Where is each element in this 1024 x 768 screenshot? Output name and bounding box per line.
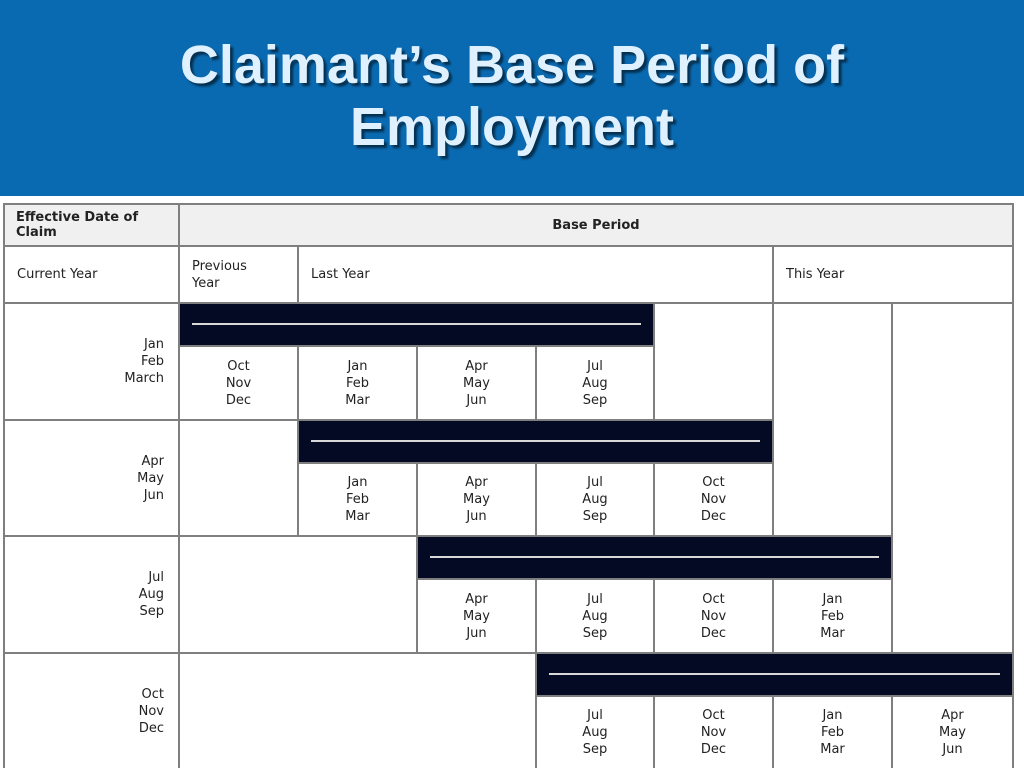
quarter-month: Jan <box>822 591 843 607</box>
quarter-month: Aug <box>582 608 608 624</box>
quarter-cell <box>774 697 893 768</box>
quarter-month: Apr <box>465 591 488 607</box>
quarter-month: Oct <box>702 591 725 607</box>
base-period-bar <box>418 537 893 580</box>
base-period-bar <box>537 654 1014 697</box>
row-label-month: Aug <box>138 587 164 602</box>
row-label-q1 <box>5 304 180 421</box>
quarter-month: Sep <box>582 392 608 408</box>
quarter-month: Sep <box>582 509 608 524</box>
quarter-month: Feb <box>820 608 845 624</box>
quarter-month: Oct <box>227 358 250 374</box>
quarter-month: Nov <box>700 608 727 624</box>
header-base-period-text: Base Period <box>552 217 640 233</box>
subheader-current-year <box>5 247 180 304</box>
quarter-month: Jun <box>466 625 487 641</box>
subheader-this-year <box>774 247 1014 304</box>
quarter-month: Mar <box>820 625 845 641</box>
quarter-month: Apr <box>941 708 964 723</box>
quarter-month: Aug <box>582 725 608 740</box>
quarter-month: Feb <box>345 375 370 391</box>
last-year-text: Last Year <box>311 267 370 282</box>
row-label-month: March <box>124 371 164 386</box>
quarter-month: Feb <box>820 725 845 740</box>
quarter-cell <box>180 347 299 421</box>
row-label-month: Oct <box>141 686 164 702</box>
quarter-month: Nov <box>700 725 727 740</box>
quarter-month: May <box>463 608 490 624</box>
quarter-month: Sep <box>582 742 608 757</box>
quarter-month: Jun <box>466 509 487 524</box>
current-year-text: Current Year <box>17 267 98 282</box>
header-effective-date <box>5 205 180 247</box>
row-label-month: Nov <box>138 703 164 719</box>
quarter-cell <box>537 580 655 654</box>
title-line-1: Claimant’s Base Period of <box>179 35 845 95</box>
quarter-month: May <box>939 725 966 740</box>
row-label-month: Jan <box>143 337 164 352</box>
base-period-bar <box>180 304 655 347</box>
quarter-cell <box>655 580 774 654</box>
quarter-cell <box>893 697 1014 768</box>
bar-line <box>430 556 879 558</box>
row-label-month: Jun <box>143 487 164 503</box>
quarter-cell <box>537 464 655 537</box>
quarter-month: Aug <box>582 375 608 391</box>
quarter-month: Apr <box>465 358 488 374</box>
quarter-month: Feb <box>345 492 370 507</box>
header-base-period <box>180 205 1014 247</box>
empty-cell <box>180 537 418 654</box>
quarter-month: Jun <box>466 392 487 408</box>
quarter-month: Jan <box>822 708 843 723</box>
quarter-month: Nov <box>225 375 252 391</box>
quarter-month: Oct <box>702 708 725 723</box>
quarter-month: Dec <box>700 625 727 641</box>
header-effective-date-text: Effective Date of Claim <box>16 210 139 240</box>
empty-cell <box>180 654 537 768</box>
quarter-month: Sep <box>582 625 608 641</box>
row-label-q2 <box>5 421 180 537</box>
quarter-month: Jan <box>347 475 368 490</box>
this-year-text: This Year <box>786 267 845 282</box>
quarter-cell <box>299 347 418 421</box>
quarter-month: Dec <box>225 392 252 408</box>
quarter-month: Aug <box>582 492 608 507</box>
slide-title <box>0 34 1024 158</box>
row-label-month: Feb <box>140 354 164 369</box>
subheader-last-year <box>299 247 774 304</box>
row-label-month: Jul <box>148 570 164 585</box>
quarter-cell <box>537 347 655 421</box>
quarter-month: Nov <box>700 492 727 507</box>
quarter-month: Mar <box>345 509 370 524</box>
title-line-2: Employment <box>349 97 675 157</box>
quarter-month: May <box>463 492 490 507</box>
previous-year-text: Previous Year <box>192 258 247 291</box>
quarter-month: Jul <box>587 591 603 607</box>
quarter-month: Jul <box>587 475 603 490</box>
quarter-cell <box>774 580 893 654</box>
quarter-cell <box>537 697 655 768</box>
quarter-month: Dec <box>700 509 727 524</box>
quarter-cell <box>655 697 774 768</box>
quarter-cell <box>418 464 537 537</box>
quarter-month: Jun <box>942 742 963 757</box>
quarter-month: Mar <box>820 742 845 757</box>
quarter-month: Dec <box>700 742 727 757</box>
quarter-month: Jul <box>587 708 603 723</box>
quarter-cell <box>418 580 537 654</box>
row-label-month: Apr <box>141 453 164 469</box>
quarter-month: Oct <box>702 475 725 490</box>
empty-cell <box>180 421 299 537</box>
empty-cell <box>774 304 893 537</box>
empty-cell <box>893 304 1014 654</box>
quarter-month: Jan <box>347 358 368 374</box>
bar-line <box>549 673 1000 675</box>
row-label-month: May <box>137 470 164 486</box>
bar-line <box>192 323 641 325</box>
row-label-q4 <box>5 654 180 768</box>
quarter-cell <box>655 464 774 537</box>
quarter-month: Apr <box>465 475 488 490</box>
empty-cell <box>655 304 774 421</box>
quarter-month: May <box>463 375 490 391</box>
slide-header <box>0 0 1024 196</box>
quarter-cell <box>418 347 537 421</box>
base-period-bar <box>299 421 774 464</box>
row-label-month: Sep <box>139 604 164 619</box>
subheader-previous-year <box>180 247 299 304</box>
row-label-q3 <box>5 537 180 654</box>
quarter-month: Mar <box>345 392 370 408</box>
bar-line <box>311 440 760 442</box>
row-label-month: Dec <box>138 720 164 736</box>
quarter-month: Jul <box>587 358 603 374</box>
quarter-cell <box>299 464 418 537</box>
